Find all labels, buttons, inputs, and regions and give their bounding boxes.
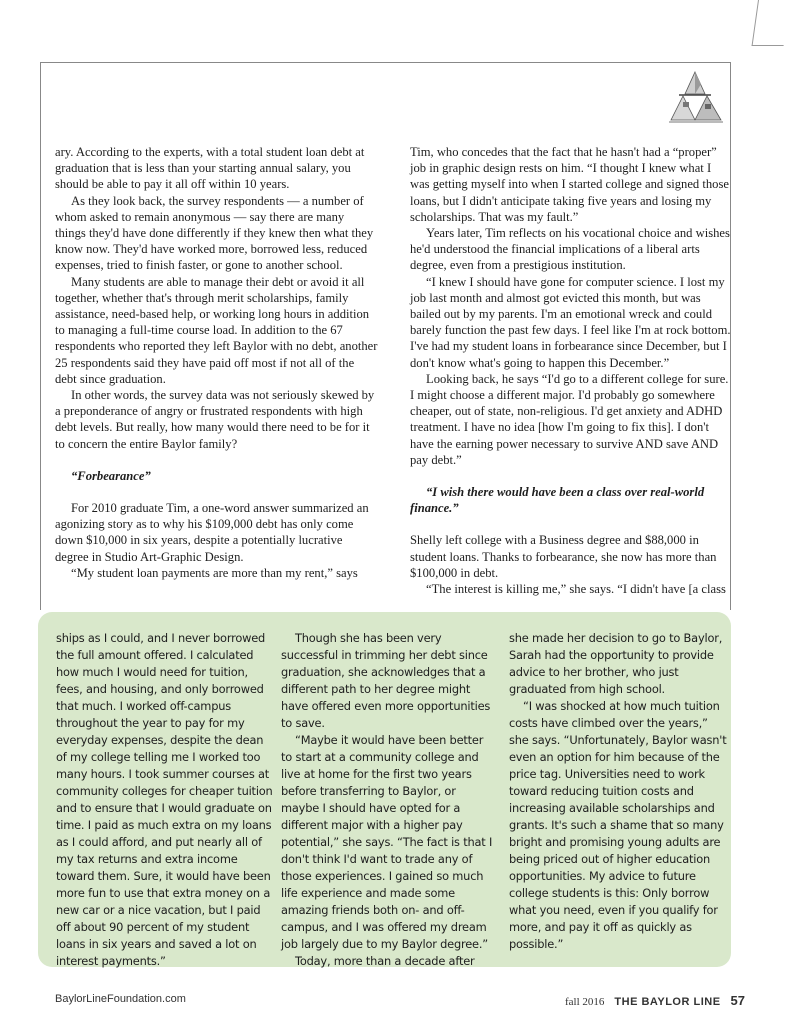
paragraph: Shelly left college with a Business degree and $88,000 in student loans. Thanks to forbearance, she now has more than $100,000 in debt. <box>410 533 717 580</box>
paragraph: Looking back, he says “I'd go to a different college for sure. I might choose a different major. I'd probably go somewhere cheaper, out of state, non-religious. I'd get anxiety and ADHD treatment. I have no idea [how I'm going to fix this]. I don't have the earning power necessary to survive AND save AND pay debt.” <box>410 371 729 467</box>
section-subhead: “I wish there would have been a class over real-world finance.” <box>410 485 705 516</box>
sidebar-paragraph: ships as I could, and I never borrowed the full amount offered. I calculated how much I would need for tuition, fees, and housing, and only borrowed that much. I worked off-campus throughout the year to pay for my everyday expenses, despite the dean of my college telling me I worked too many hours. I took summer courses at community colleges for cheaper tuition and to ensure that I would graduate on time. I paid as much extra on my loans as I could afford, and put nearly all of my tax returns and extra income toward them. Sure, it would have been more fun to use that extra money on a new car or a nice vacation, but I paid off about 90 percent of my student loans in six years and saved a lot on interest payments.” <box>56 631 273 968</box>
footer-season: fall 2016 <box>565 996 605 1008</box>
sidebar-paragraph: she made her decision to go to Baylor, Sarah had the opportunity to provide advice to her brother, who just graduated from high school. <box>509 631 723 696</box>
footer-website[interactable]: BaylorLineFoundation.com <box>55 993 186 1005</box>
article-column-right <box>410 144 733 597</box>
frame-top-rule <box>40 62 730 63</box>
sidebar-paragraph: “Maybe it would have been better to start at a community college and live at home for the first two years before transferring to Baylor, or maybe I should have opted for a different major with a higher pay potential,” she says. “The fact is that I don't think I'd want to trade any of those experiences. I gained so much life experience and made some amazing friends both on- and off-campus, and I was offered my dream job largely due to my Baylor degree.” <box>281 733 493 951</box>
sidebar-column-3 <box>509 630 727 953</box>
paragraph: Tim, who concedes that the fact that he hasn't had a “proper” job in graphic design rests on him. “I thought I knew what I was getting myself into when I started college and signed those loans, but I didn't anticipate taking five years and losing my scholarships. That was my fault.” <box>410 145 729 224</box>
page-number: 57 <box>730 993 745 1008</box>
paragraph: “My student loan payments are more than my rent,” says <box>71 565 358 580</box>
article-column-left <box>55 144 378 581</box>
house-of-cards-illustration <box>665 70 727 132</box>
footer-publication: THE BAYLOR LINE <box>614 996 721 1008</box>
sidebar-paragraph: “I was shocked at how much tuition costs have climbed over the years,” she says. “Unfortunately, Baylor wasn't even an option for him because of the price tag. Universities need to work toward reducing tuition costs and increasing available scholarships and grants. It's such a shame that so many bright and promising young adults are being priced out of higher education opportunities. My advice to future college students is this: Only borrow what you need, even if you qualify for more, and pay it off as quickly as possible.” <box>509 699 727 951</box>
paragraph: ary. According to the experts, with a total student loan debt at graduation that is less than your starting annual salary, you should be able to pay it all off within 10 years. <box>55 145 365 192</box>
section-subhead: “Forbearance” <box>71 468 151 483</box>
paragraph: “I knew I should have gone for computer science. I lost my job last month and almost got evicted this month, but was bailed out by my parents. I'm an emotional wreck and could barely function the past few days. I feel like I'm at rock bottom. I've had my student loans in forbearance since December, but I don't know what's going to happen this December.” <box>410 274 731 370</box>
sidebar-column-1 <box>56 630 274 970</box>
footer-folio <box>565 993 745 1008</box>
page-curl <box>752 0 789 46</box>
sidebar-paragraph: Though she has been very successful in trimming her debt since graduation, she acknowledges that a different path to her degree might have offered even more opportunities to save. <box>281 631 491 730</box>
paragraph: “The interest is killing me,” she says. “I didn't have [a class <box>426 582 726 597</box>
paragraph: In other words, the survey data was not seriously skewed by a preponderance of angry or frustrated respondents with high debt levels. But really, how many would there need to be for it to concern the entire Baylor family? <box>55 388 375 451</box>
paragraph: Many students are able to manage their debt or avoid it all together, whether that's through merit scholarships, family assistance, need-based help, or working long hours in addition to managing a full-time course load. In addition to the 67 respondents who reported they left Baylor with no debt, another 25 respondents said they have paid off most if not all of the debt since graduation. <box>55 274 378 386</box>
sidebar-paragraph: Today, more than a decade after <box>295 954 475 968</box>
paragraph: As they look back, the survey respondents — a number of whom asked to remain anonymous — say there are many things they'd have done differently if they knew then what they know now. They'd have worked more, borrowed less, reduced expenses, tried to finish faster, or gone to another school. <box>55 193 374 273</box>
paragraph: Years later, Tim reflects on his vocational choice and wishes he'd understood the financial implications of a liberal arts degree, even from a prestigious institution. <box>410 226 730 273</box>
sidebar-column-2 <box>281 630 493 970</box>
paragraph: For 2010 graduate Tim, a one-word answer summarized an agonizing story as to why his $109,000 debt has only come down $10,000 in six years, despite a potentially lucrative degree in Studio Art-Graphic Design. <box>55 501 369 564</box>
frame-left-rule <box>40 62 41 610</box>
